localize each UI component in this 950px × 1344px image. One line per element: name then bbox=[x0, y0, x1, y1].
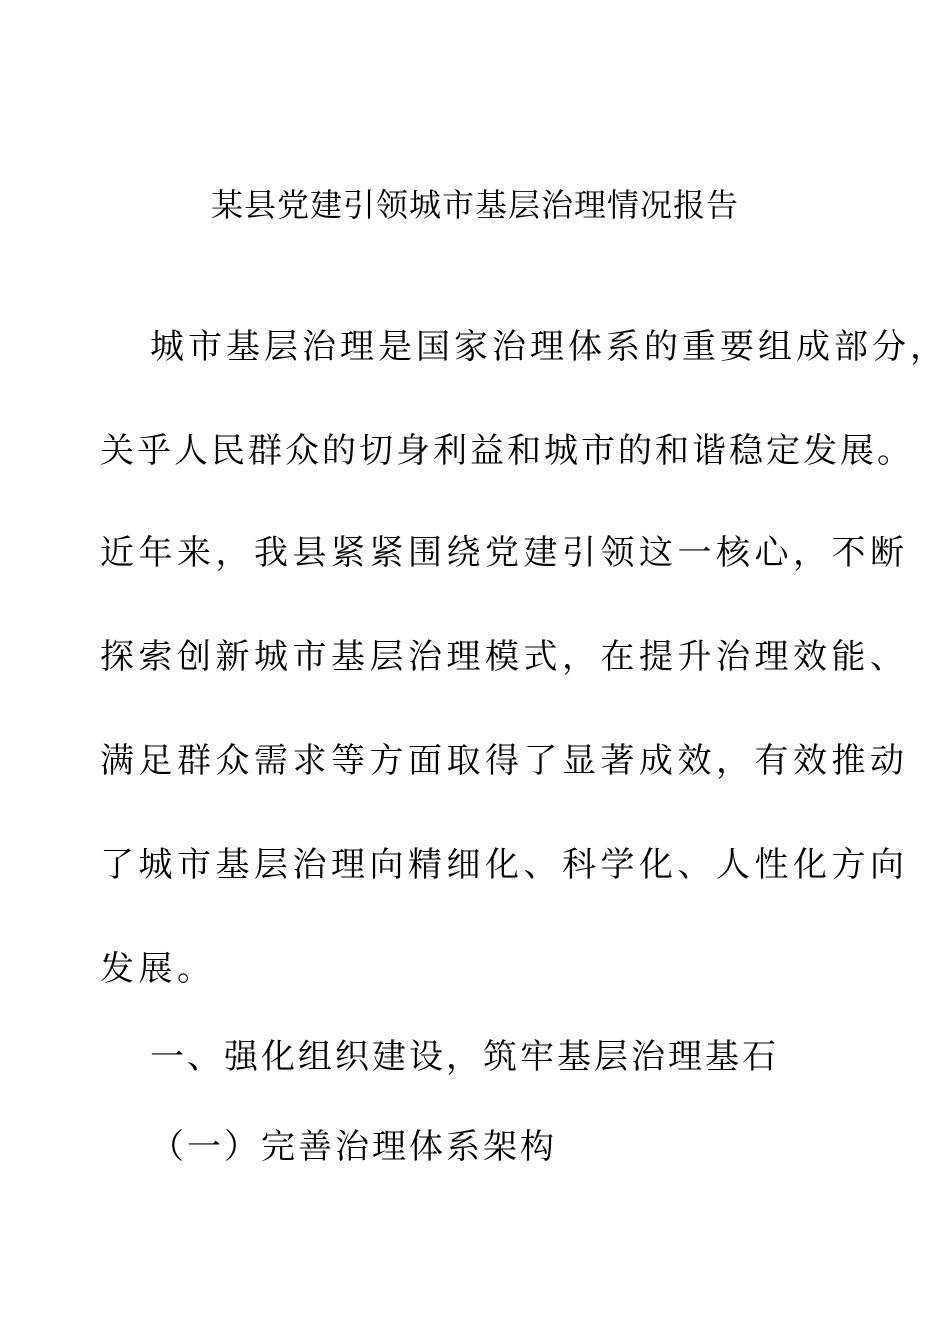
paragraph-line-7: 发展。 bbox=[100, 949, 216, 989]
document-title: 某县党建引领城市基层治理情况报告 bbox=[210, 186, 739, 224]
paragraph-line-3: 近年来，我县紧紧围绕党建引领这一核心，不断 bbox=[100, 533, 909, 573]
paragraph-line-4: 探索创新城市基层治理模式，在提升治理效能、 bbox=[100, 637, 909, 677]
paragraph-line-1: 城市基层治理是国家治理体系的重要组成部分， bbox=[150, 327, 948, 367]
subsection-heading: （一）完善治理体系架构 bbox=[150, 1127, 557, 1167]
paragraph-line-2: 关乎人民群众的切身利益和城市的和谐稳定发展。 bbox=[100, 431, 914, 471]
paragraph-line-5: 满足群众需求等方面取得了显著成效，有效推动 bbox=[100, 741, 909, 781]
section-heading: 一、强化组织建设，筑牢基层治理基石 bbox=[150, 1037, 779, 1077]
paragraph-line-6: 了城市基层治理向精细化、科学化、人性化方向 bbox=[100, 845, 909, 885]
